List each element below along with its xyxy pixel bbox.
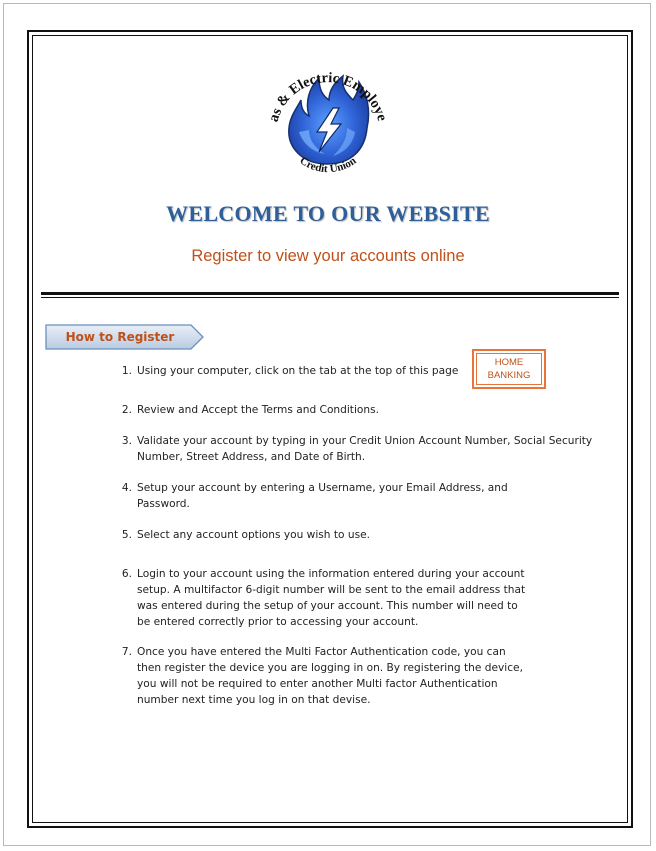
- step-number: 2.: [121, 404, 132, 416]
- home-banking-line1: HOME: [494, 357, 524, 368]
- step-text-line: Login to your account using the information entered during your account: [137, 568, 525, 580]
- step-text-line: then register the device you are logging in on. By registering the device,: [137, 662, 523, 674]
- logo-arc-text-bottom: Credit Union: [297, 154, 359, 176]
- step-text-line: was entered during the setup of your account. This number will need to: [137, 600, 518, 612]
- step-text-line: number next time you log in on that devise.: [137, 694, 371, 706]
- step-number: 6.: [121, 568, 132, 580]
- step-number: 7.: [121, 646, 132, 658]
- page-title: WELCOME TO OUR WEBSITE: [166, 201, 490, 226]
- step-text-line: setup. A multifactor 6-digit number will be sent to the email address that: [137, 584, 526, 596]
- step-text-line: Once you have entered the Multi Factor Authentication code, you can: [137, 646, 506, 658]
- step-text-line: Password.: [137, 498, 190, 510]
- step-number: 3.: [121, 435, 132, 447]
- step-number: 1.: [121, 365, 132, 377]
- step-text-line: Review and Accept the Terms and Conditions.: [137, 404, 379, 416]
- page-subtitle: Register to view your accounts online: [191, 247, 465, 265]
- step-text-line: Using your computer, click on the tab at the top of this page: [137, 365, 459, 377]
- home-banking-line2: BANKING: [487, 370, 531, 381]
- step-number: 5.: [121, 529, 132, 541]
- logo-arc-text-top: as & Electric Employe: [265, 70, 391, 124]
- step-text-line: you will not be required to enter another Multi factor Authentication: [137, 678, 498, 690]
- step-text-line: Select any account options you wish to use.: [137, 529, 371, 541]
- step-number: 4.: [121, 482, 132, 494]
- step-text-line: be entered correctly prior to accessing your account.: [137, 616, 419, 628]
- step-text-line: Setup your account by entering a Username, your Email Address, and: [137, 482, 508, 494]
- step-text-line: Number, Street Address, and Date of Birth.: [137, 451, 366, 463]
- step-text-line: Validate your account by typing in your Credit Union Account Number, Social Security: [137, 435, 593, 447]
- how-to-register-label: How to Register: [65, 330, 175, 344]
